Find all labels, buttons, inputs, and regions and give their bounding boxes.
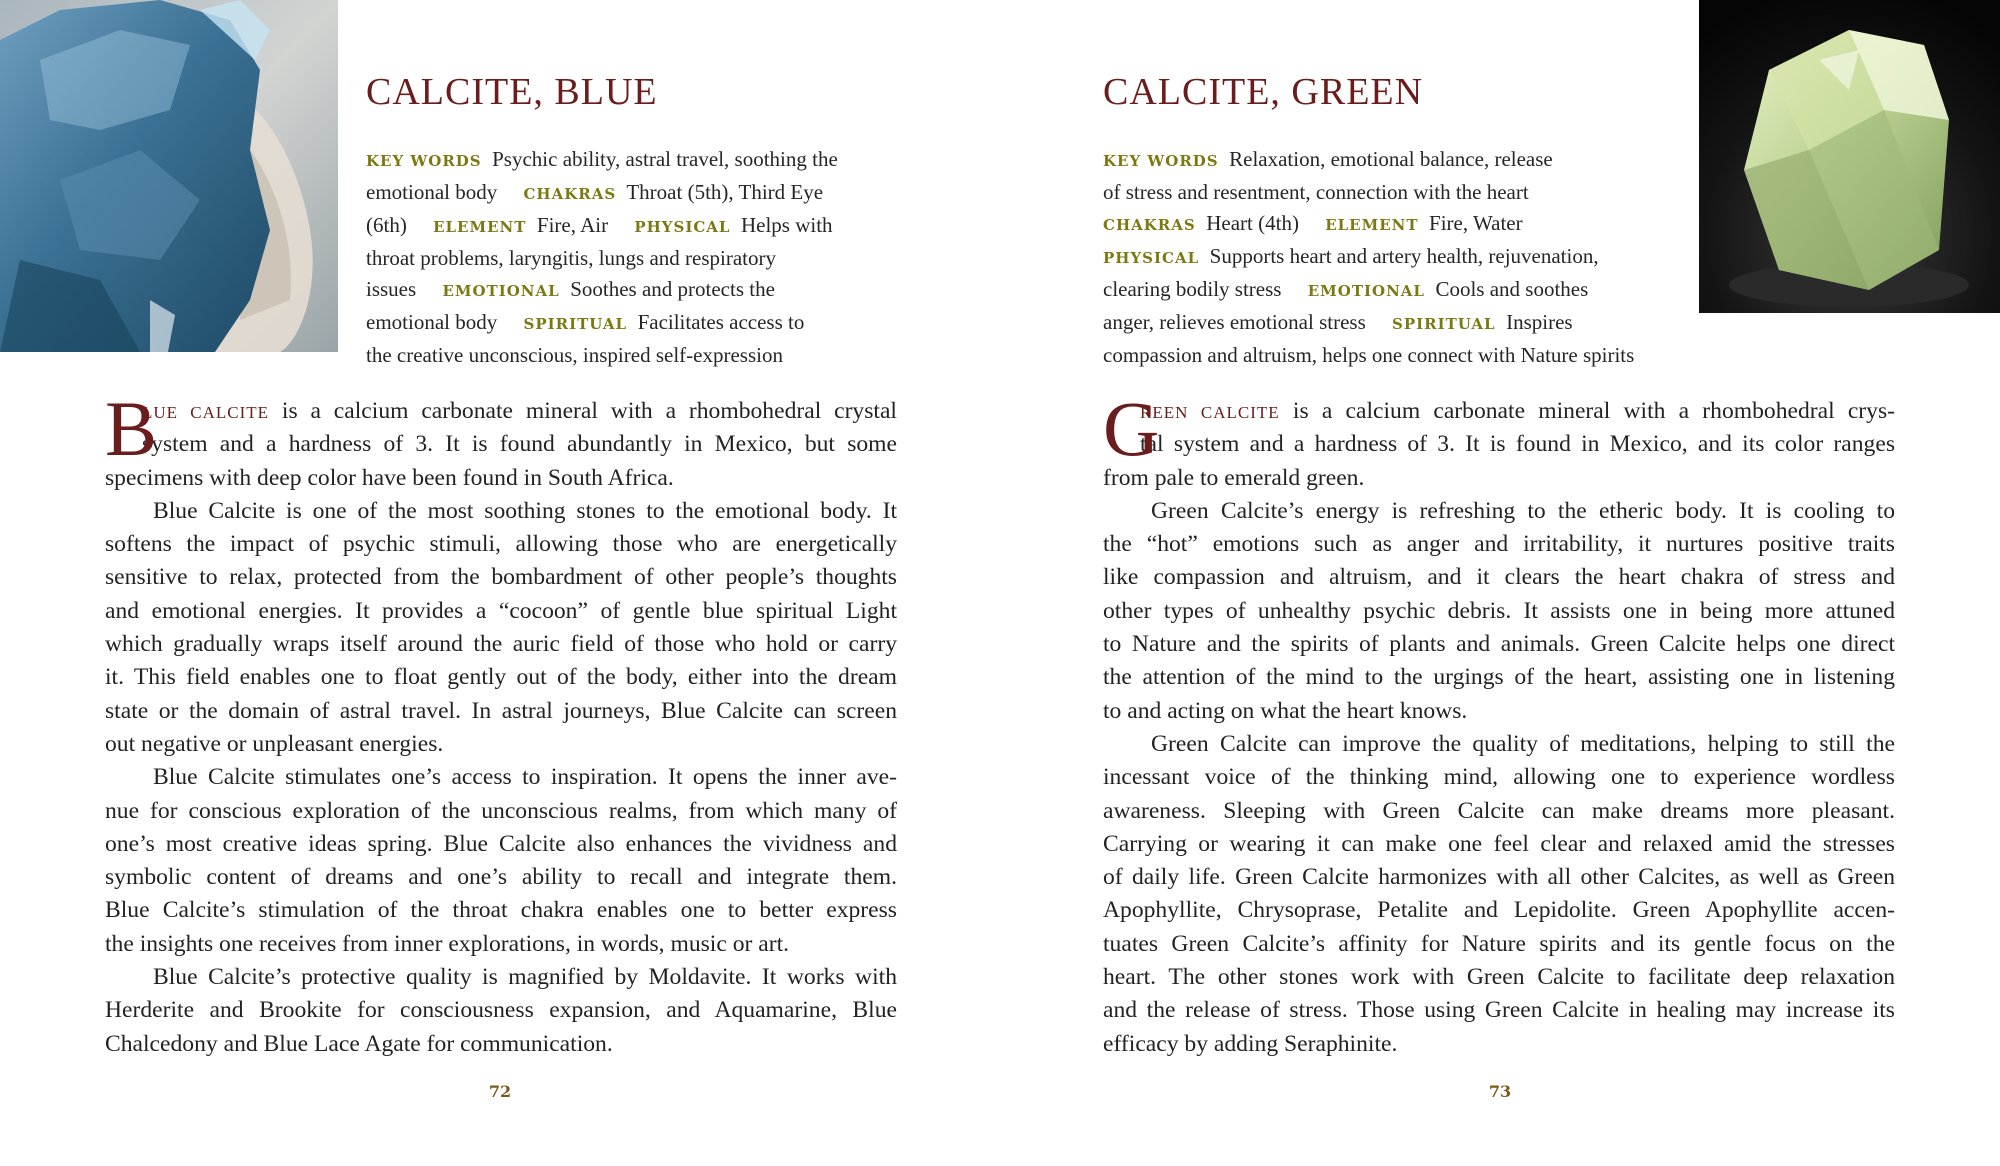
chakras-text: (6th) bbox=[366, 213, 407, 237]
right-page bbox=[1000, 0, 2000, 1166]
physical-label: PHYSICAL bbox=[634, 218, 731, 236]
key-words-text: Psychic ability, astral travel, soothing the bbox=[492, 147, 838, 171]
body-line: softens the impact of psychic stimuli, allowing those who are energetically bbox=[105, 531, 897, 558]
emotional-text: Cools and soothes bbox=[1435, 277, 1589, 301]
body-line: the insights one receives from inner explorations, in words, music or art. bbox=[105, 930, 790, 957]
chakras-text: Heart (4th) bbox=[1206, 211, 1299, 235]
body-line: system and a hardness of 3. It is found abundantly in Mexico, but some bbox=[142, 431, 897, 458]
emotional-text: anger, relieves emotional stress bbox=[1103, 310, 1366, 334]
physical-text: throat problems, laryngitis, lungs and respiratory bbox=[366, 246, 777, 270]
element-label: ELEMENT bbox=[1325, 216, 1419, 234]
drop-cap: G bbox=[1103, 385, 1160, 472]
page-number: 72 bbox=[488, 1082, 512, 1101]
body-line: to Nature and the spirits of plants and animals. Green Calcite helps one direct bbox=[1103, 631, 1895, 658]
body-line: Blue Calcite’s protective quality is magnified by Moldavite. It works with bbox=[153, 964, 897, 991]
spiritual-label: SPIRITUAL bbox=[523, 315, 628, 333]
physical-text: clearing bodily stress bbox=[1103, 277, 1282, 301]
emotional-label: EMOTIONAL bbox=[1307, 282, 1425, 300]
page-title: CALCITE, BLUE bbox=[366, 71, 658, 113]
drop-cap: B bbox=[105, 385, 158, 472]
body-line: of daily life. Green Calcite harmonizes with all other Calcites, as well as Green bbox=[1103, 864, 1895, 891]
spiritual-text: Facilitates access to bbox=[637, 310, 805, 334]
body-line: it. This field enables one to float gently out of the body, either into the dream bbox=[105, 664, 897, 691]
body-line: specimens with deep color have been found in South Africa. bbox=[105, 464, 674, 491]
element-label: ELEMENT bbox=[433, 218, 527, 236]
body-line: incessant voice of the thinking mind, allowing one to experience wordless bbox=[1103, 764, 1895, 791]
emotional-label: EMOTIONAL bbox=[442, 282, 560, 300]
chakras-label: CHAKRAS bbox=[523, 185, 617, 203]
body-line: from pale to emerald green. bbox=[1103, 464, 1365, 491]
physical-label: PHYSICAL bbox=[1103, 249, 1200, 267]
spiritual-text: compassion and altruism, helps one connect with Nature spirits bbox=[1103, 343, 1635, 367]
lead-in: REEN CALCITE bbox=[1140, 403, 1280, 422]
body-line: Apophyllite, Chrysoprase, Petalite and Lepidolite. Green Apophyllite accen- bbox=[1103, 897, 1895, 924]
body-line: symbolic content of dreams and one’s ability to recall and integrate them. bbox=[105, 864, 897, 891]
body-line: and emotional energies. It provides a “cocoon” of gentle blue spiritual Light bbox=[105, 597, 897, 624]
key-words-label: KEY WORDS bbox=[1103, 152, 1219, 170]
body-line: one’s most creative ideas spring. Blue Calcite also enhances the vividness and bbox=[105, 830, 897, 857]
physical-text: Helps with bbox=[740, 213, 833, 237]
key-words-text: of stress and resentment, connection with the heart bbox=[1103, 180, 1529, 204]
body-line: efficacy by adding Seraphinite. bbox=[1103, 1030, 1398, 1057]
key-words-label: KEY WORDS bbox=[366, 152, 482, 170]
emotional-text: emotional body bbox=[366, 310, 498, 334]
lead-in: LUE CALCITE bbox=[142, 403, 270, 422]
body-line: sensitive to relax, protected from the bombardment of other people’s thoughts bbox=[105, 564, 897, 591]
green-calcite-photo bbox=[1699, 0, 2000, 313]
body-line: and the release of stress. Those using Green Calcite in healing may increase its bbox=[1103, 997, 1895, 1024]
body-line: Blue Calcite is one of the most soothing stones to the emotional body. It bbox=[153, 497, 897, 524]
body-line: the “hot” emotions such as anger and irritability, it nurtures positive traits bbox=[1103, 531, 1895, 558]
body-line: state or the domain of astral travel. In astral journeys, Blue Calcite can screen bbox=[105, 697, 897, 724]
page-number: 73 bbox=[1488, 1082, 1512, 1101]
body-line: to and acting on what the heart knows. bbox=[1103, 697, 1468, 724]
body-line: tal system and a hardness of 3. It is found in Mexico, and its color ranges bbox=[1140, 431, 1895, 458]
page-title: CALCITE, GREEN bbox=[1103, 71, 1424, 113]
body-line: the attention of the mind to the urgings of the heart, assisting one in listening bbox=[1103, 664, 1895, 691]
stone-facts bbox=[1103, 144, 1703, 371]
body-line: LUE CALCITE is a calcium carbonate mineral with a rhombohedral crystal bbox=[142, 398, 897, 424]
body-line: tuates Green Calcite’s affinity for Nature spirits and its gentle focus on the bbox=[1103, 930, 1895, 957]
body-line: which gradually wraps itself around the auric field of those who hold or carry bbox=[105, 631, 897, 658]
chakras-label: CHAKRAS bbox=[1103, 216, 1196, 234]
blue-calcite-photo bbox=[0, 0, 338, 352]
body-line: Green Calcite’s energy is refreshing to the etheric body. It is cooling to bbox=[1151, 497, 1895, 524]
body-line: REEN CALCITE is a calcium carbonate mineral with a rhombohedral crys- bbox=[1140, 398, 1895, 424]
key-words-text: emotional body bbox=[366, 180, 498, 204]
body-line: nue for conscious exploration of the unconscious realms, from which many of bbox=[105, 797, 897, 824]
article-body bbox=[105, 385, 897, 1061]
physical-text: issues bbox=[366, 277, 417, 301]
key-words-text: Relaxation, emotional balance, release bbox=[1229, 147, 1553, 171]
element-text: Fire, Water bbox=[1429, 211, 1523, 235]
article-body bbox=[1103, 385, 1895, 1061]
body-line: Chalcedony and Blue Lace Agate for communication. bbox=[105, 1030, 613, 1057]
emotional-text: Soothes and protects the bbox=[570, 277, 775, 301]
body-line: heart. The other stones work with Green Calcite to facilitate deep relaxation bbox=[1103, 964, 1895, 991]
body-line: Carrying or wearing it can make one feel clear and relaxed amid the stresses bbox=[1103, 830, 1895, 857]
body-line: Blue Calcite stimulates one’s access to inspiration. It opens the inner ave- bbox=[153, 764, 897, 791]
chakras-text: Throat (5th), Third Eye bbox=[626, 180, 824, 204]
element-text: Fire, Air bbox=[536, 213, 609, 237]
physical-text: Supports heart and artery health, rejuvenation, bbox=[1209, 244, 1599, 268]
spiritual-text: the creative unconscious, inspired self-expression bbox=[366, 343, 783, 367]
body-line: out negative or unpleasant energies. bbox=[105, 730, 444, 757]
body-line: like compassion and altruism, and it clears the heart chakra of stress and bbox=[1103, 564, 1895, 591]
body-line: Herderite and Brookite for consciousness expansion, and Aquamarine, Blue bbox=[105, 997, 897, 1024]
spiritual-label: SPIRITUAL bbox=[1392, 315, 1496, 333]
body-line: Green Calcite can improve the quality of meditations, helping to still the bbox=[1151, 730, 1895, 757]
spiritual-text: Inspires bbox=[1506, 310, 1573, 334]
body-line: awareness. Sleeping with Green Calcite can make dreams more pleasant. bbox=[1103, 797, 1895, 824]
body-line: Blue Calcite’s stimulation of the throat chakra enables one to better express bbox=[105, 897, 897, 924]
body-line: other types of unhealthy psychic debris. It assists one in being more attuned bbox=[1103, 597, 1895, 624]
stone-facts bbox=[366, 144, 926, 371]
